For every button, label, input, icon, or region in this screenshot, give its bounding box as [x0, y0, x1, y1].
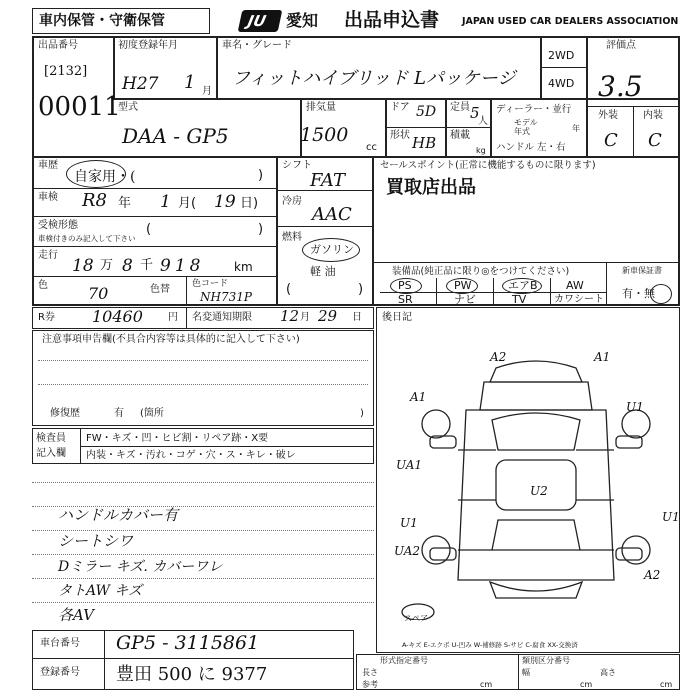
sales-point-value: 買取店出品	[386, 177, 476, 198]
shaken-month: 1	[160, 192, 171, 212]
color-label: 色	[38, 280, 48, 291]
note-4: タトAW キズ	[58, 583, 143, 599]
warranty-circle	[650, 284, 672, 304]
displacement-label: 排気量	[306, 102, 336, 113]
note-3: Dミラー キズ. カバーワレ	[58, 559, 223, 575]
mileage-rest: 918	[160, 256, 205, 276]
assoc-name: JAPAN USED CAR DEALERS ASSOCIATION	[462, 16, 679, 27]
spec-l2: 類別区分番号	[522, 656, 570, 665]
shift-value: FAT	[310, 170, 345, 191]
shaken-era: R8	[82, 190, 108, 211]
drive-4wd: 4WD	[548, 77, 575, 90]
recycle-unit: 円	[168, 312, 178, 323]
color-tone-label: 色替	[150, 284, 170, 295]
receive-note: 車検付きのみ記入して下さい	[38, 234, 136, 243]
dealer-year-unit: 年	[572, 124, 580, 133]
mileage-man: 18	[72, 256, 94, 276]
equip-circle-airbag	[502, 278, 542, 294]
color-code-label: 色コード	[192, 279, 229, 289]
inspector-label2: 記入欄	[36, 448, 66, 459]
mark-u2-center: U2	[530, 484, 548, 498]
caution-label: 注意事項申告欄(不具合内容等は具体的に記入して下さい)	[42, 334, 300, 345]
model-value: DAA - GP5	[122, 124, 229, 148]
history-circle	[66, 160, 126, 188]
lot-bracket-number: [2132]	[44, 64, 88, 79]
fuel-diesel: 軽 油	[310, 265, 336, 278]
dealer-model: モデル	[514, 118, 538, 127]
repair-value: 有	[114, 408, 124, 419]
grade-label: 評価点	[606, 40, 636, 51]
first-reg-month-unit: 月	[202, 86, 212, 97]
equipment-grid	[380, 278, 606, 306]
shaken-year-unit: 年	[118, 196, 132, 211]
load-label: 積載	[450, 130, 470, 141]
mileage-man-unit: 万	[100, 258, 114, 273]
frame-label: 車台番号	[40, 638, 80, 649]
mileage-unit: km	[234, 260, 253, 274]
equip-sr: SR	[398, 293, 413, 306]
rear-label: 後日記	[382, 312, 412, 323]
notice-day: 29	[318, 307, 338, 325]
ju-logo	[238, 10, 283, 32]
equip-airbag: エアB	[508, 279, 538, 292]
mark-ua2-left: UA2	[394, 544, 421, 558]
notice-month-unit: 月	[300, 312, 310, 323]
repair-place: (箇所	[140, 408, 164, 419]
dealer-year: 年式	[514, 127, 530, 136]
first-reg-year: H27	[122, 74, 159, 94]
equip-circle-ps	[390, 278, 422, 294]
doors-value: 5D	[416, 104, 437, 120]
equip-ps: PS	[398, 279, 412, 292]
displacement-value: 1500	[300, 124, 349, 146]
storage-label: 車内保管・守衛保管	[39, 13, 165, 29]
spec-cm-1: cm	[480, 680, 493, 689]
first-reg-label: 初度登録年月	[118, 40, 178, 51]
lot-label: 出品番号	[38, 40, 78, 51]
equip-pw: PW	[454, 279, 472, 292]
reg-label: 登録番号	[40, 667, 80, 678]
storage-box	[32, 8, 210, 34]
fuel-label: 燃料	[282, 232, 302, 243]
mark-u1-right-low: U1	[662, 510, 680, 524]
capacity-unit: 人	[478, 116, 488, 127]
load-unit: kg	[476, 146, 486, 155]
displacement-unit: cc	[366, 142, 377, 153]
receive-open: (	[146, 222, 152, 237]
car-name-value: フィットハイブリッド Lパッケージ	[232, 68, 516, 89]
recycle-label: R券	[38, 312, 55, 323]
reg-value: 豊田 500 に 9377	[116, 664, 268, 685]
form-title: 出品申込書	[344, 9, 440, 31]
shape-label: 形状	[390, 130, 410, 141]
grade-ext: C	[604, 130, 618, 151]
color-code: NH731P	[200, 290, 252, 304]
warranty-value: 有・無	[622, 287, 655, 300]
shaken-day-unit: 日)	[240, 196, 259, 211]
color-value: 70	[88, 284, 109, 303]
mark-ua1-left: UA1	[396, 458, 423, 472]
shaken-day: 19	[214, 192, 236, 212]
note-2: シートシワ	[58, 532, 134, 550]
mark-a2-right: A2	[644, 568, 661, 582]
history-close: )	[258, 168, 264, 183]
dealer-handle: ハンドル 左・右	[496, 142, 566, 153]
spare-label: スペア	[404, 614, 428, 623]
equip-leather-seat: カワシート	[554, 294, 604, 305]
org-name: 愛知	[286, 11, 319, 30]
shift-label: シフト	[282, 160, 312, 171]
first-reg-month: 1	[184, 72, 196, 93]
equipment-label: 装備品(純正品に限り◎をつけてください)	[392, 266, 570, 277]
inspector-row1: FW・キズ・凹・ヒビ割・リペア跡・X要	[86, 433, 269, 444]
fuel-gasoline: ガソリン	[310, 243, 354, 256]
equip-tv: TV	[512, 293, 527, 306]
note-1: ハンドルカバー有	[58, 506, 179, 524]
note-5: 各AV	[58, 606, 94, 624]
spec-hgt: 高さ	[600, 668, 616, 677]
capacity-label: 定員	[450, 102, 470, 113]
spec-note-1: 参考	[362, 680, 378, 689]
mileage-label: 走行	[38, 250, 58, 261]
car-name-label: 車名・グレード	[222, 40, 292, 51]
mark-a1-top: A1	[594, 350, 611, 364]
model-label: 型式	[118, 102, 138, 113]
doors-label: ドア	[390, 102, 410, 113]
legend-text: A-キズ E-エクボ U-凹み W-補修跡 S-サビ C-腐食 XX-交換済	[402, 641, 578, 649]
shaken-label: 車検	[38, 192, 58, 203]
mark-u1-left: U1	[400, 516, 418, 530]
inspector-row2: 内装・キズ・汚れ・コゲ・穴・ス・キレ・破レ	[86, 450, 296, 461]
receive-close: )	[258, 222, 264, 237]
warranty-label: 新車保証書	[622, 266, 662, 275]
equip-aw: AW	[566, 279, 584, 292]
history-label: 車歴	[38, 160, 58, 171]
drive-2wd: 2WD	[548, 49, 575, 62]
equip-navi: ナビ	[454, 293, 476, 306]
grade-int-label: 内装	[643, 110, 663, 121]
history-value: 自家用・(	[74, 169, 136, 185]
repair-close: )	[360, 408, 364, 419]
mark-a1-left: A1	[410, 390, 427, 404]
logo-text: JU	[246, 12, 268, 30]
spec-l1: 形式指定番号	[380, 656, 428, 665]
aircon-value: AAC	[312, 204, 352, 225]
equip-circle-pw	[446, 278, 478, 294]
notice-day-unit: 日	[352, 312, 362, 323]
grade-score: 3.5	[598, 70, 643, 103]
spec-cm-2: cm	[580, 680, 593, 689]
shaken-month-unit: 月(	[178, 196, 197, 211]
capacity-value: 5	[470, 104, 480, 122]
notice-month: 12	[280, 307, 300, 325]
frame-value: GP5 - 3115861	[116, 632, 260, 654]
recycle-value: 10460	[92, 307, 143, 326]
grade-int: C	[648, 130, 662, 151]
spec-cm-3: cm	[660, 680, 673, 689]
fuel-open: (	[286, 282, 292, 297]
repair-label: 修復歴	[50, 408, 80, 419]
mileage-sen-unit: 千	[140, 258, 154, 273]
fuel-close: )	[358, 282, 364, 297]
receive-label: 受検形態	[38, 220, 78, 231]
spec-len: 長さ	[362, 668, 378, 677]
grade-ext-label: 外装	[598, 110, 618, 121]
spec-wid: 幅	[522, 668, 530, 677]
sales-point-label: セールスポイント(正常に機能するものに限ります)	[380, 160, 596, 171]
notice-label: 名変通知期限	[192, 312, 252, 323]
fuel-circle	[302, 238, 360, 262]
mark-a2-top: A2	[490, 350, 507, 364]
dealer-line1: ディーラー・並行	[496, 104, 572, 115]
mileage-sen: 8	[122, 256, 133, 276]
shape-value: HB	[412, 134, 437, 152]
aircon-label: 冷房	[282, 196, 302, 207]
mark-u1-right: U1	[626, 400, 644, 414]
inspector-label1: 検査員	[36, 433, 66, 444]
lot-number: 00011	[38, 92, 121, 122]
